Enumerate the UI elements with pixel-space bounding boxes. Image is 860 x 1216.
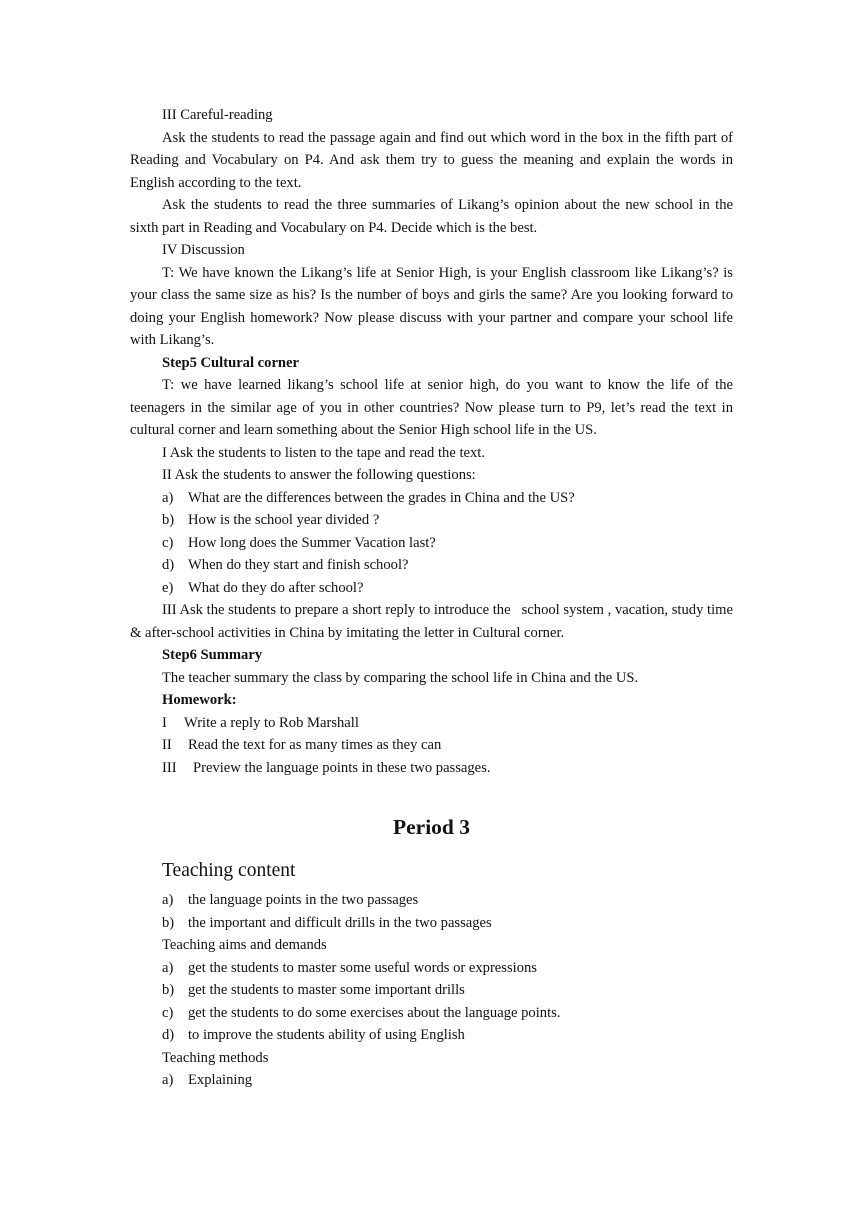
- step5-intro: T: we have learned likang’s school life at senior high, do you want to know the life of the teenagers in the similar age of you in other countries? Now please turn to P9, let’s read the text in cultural corner and learn something about the Senior High school life in the US.: [130, 377, 733, 438]
- content-list: [130, 889, 733, 934]
- careful-reading-paragraph-2: Ask the students to read the three summaries of Likang’s opinion about the new school in the sixth part in Reading and Vocabulary on P4. Decide which is the best.: [130, 197, 733, 236]
- list-item: [130, 712, 733, 735]
- list-item: [130, 554, 733, 577]
- list-item: [130, 1024, 733, 1047]
- list-marker: c): [162, 1004, 174, 1021]
- list-text: Read the text for as many times as they can: [188, 737, 442, 753]
- step5-item-3: III Ask the students to prepare a short reply to introduce the school system , vacation, study time & after-school activities in China by imitating the letter in Cultural corner.: [130, 602, 737, 641]
- list-text: How long does the Summer Vacation last?: [188, 534, 436, 551]
- homework-list: [130, 712, 733, 780]
- careful-reading-paragraph-1: Ask the students to read the passage again and find out which word in the box in the fifth part of Reading and Vocabulary on P4. And ask them try to guess the meaning and explain the words in English according to the text.: [130, 129, 733, 191]
- period-title: Period 3: [392, 815, 471, 839]
- list-item: [130, 577, 733, 600]
- discussion-heading: IV Discussion: [162, 242, 245, 258]
- list-marker: a): [162, 489, 174, 506]
- list-item: [130, 912, 733, 935]
- list-marker: b): [162, 982, 175, 998]
- list-item: [130, 1002, 733, 1025]
- list-text: What are the differences between the grades in China and the US?: [188, 489, 575, 506]
- teaching-content-heading: Teaching content: [162, 860, 296, 881]
- list-item: [130, 889, 733, 912]
- aims-list: [130, 957, 733, 1047]
- list-text: Preview the language points in these two passages.: [193, 759, 491, 776]
- list-item: [130, 532, 733, 555]
- list-text: Explaining: [188, 1072, 253, 1088]
- step5-item-2: II Ask the students to answer the following questions:: [162, 467, 476, 483]
- list-text: the language points in the two passages: [188, 892, 419, 908]
- list-text: the important and difficult drills in the two passages: [188, 914, 492, 931]
- list-marker: a): [162, 1072, 174, 1088]
- document-page: [130, 104, 737, 1092]
- list-text: Write a reply to Rob Marshall: [184, 714, 359, 731]
- list-text: When do they start and finish school?: [188, 557, 409, 573]
- list-text: get the students to master some useful words or expressions: [188, 959, 537, 976]
- step5-heading: Step5 Cultural corner: [162, 354, 300, 371]
- list-marker: c): [162, 534, 174, 551]
- careful-reading-heading: III Careful-reading: [162, 107, 273, 123]
- list-marker: III: [162, 759, 177, 776]
- homework-heading: Homework:: [162, 692, 237, 708]
- methods-list: [130, 1069, 733, 1092]
- list-marker: b): [162, 914, 175, 931]
- list-text: How is the school year divided ?: [188, 512, 380, 528]
- list-marker: I: [162, 714, 167, 731]
- list-item: [130, 757, 733, 780]
- list-item: [130, 957, 733, 980]
- list-marker: b): [162, 512, 175, 528]
- methods-heading: Teaching methods: [162, 1049, 269, 1066]
- list-item: [130, 487, 733, 510]
- aims-heading: Teaching aims and demands: [162, 937, 327, 953]
- list-item: [130, 509, 733, 532]
- list-marker: d): [162, 557, 175, 573]
- list-marker: II: [162, 737, 172, 753]
- list-marker: a): [162, 892, 174, 908]
- step5-item-1: I Ask the students to listen to the tape and read the text.: [162, 444, 486, 461]
- step6-heading: Step6 Summary: [162, 647, 263, 663]
- list-text: get the students to do some exercises about the language points.: [188, 1004, 561, 1021]
- list-item: [130, 734, 733, 757]
- list-item: [130, 1069, 733, 1092]
- list-text: What do they do after school?: [188, 579, 364, 596]
- list-text: to improve the students ability of using English: [188, 1027, 465, 1043]
- step6-text: The teacher summary the class by comparing the school life in China and the US.: [162, 669, 639, 686]
- list-text: get the students to master some important drills: [188, 982, 465, 998]
- discussion-paragraph: T: We have known the Likang’s life at Senior High, is your English classroom like Likang’s? is your class the same size as his? Is the number of boys and girls the same? Are you looking forward to doing your English homework? Now please discuss with your partner and compare your school life with Likang’s.: [130, 264, 733, 348]
- list-marker: a): [162, 959, 174, 976]
- list-item: [130, 979, 733, 1002]
- list-marker: d): [162, 1027, 175, 1043]
- list-marker: e): [162, 579, 174, 596]
- question-list: [130, 487, 733, 600]
